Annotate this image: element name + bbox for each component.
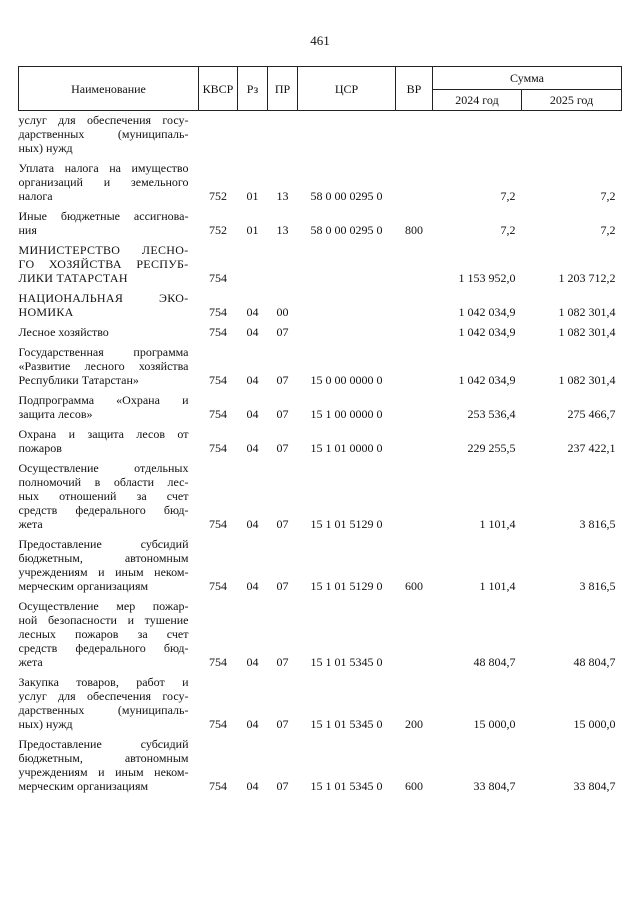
row-sum-2024: 253 536,4 xyxy=(467,407,516,421)
header-year-2025: 2025 год xyxy=(522,90,622,111)
row-sum-2025: 275 466,7 xyxy=(567,407,616,421)
row-name xyxy=(19,285,199,319)
row-sum-2025: 1 082 301,4 xyxy=(558,305,616,319)
row-name-line: пожаров xyxy=(18,441,62,455)
row-rz: 04 xyxy=(246,517,259,531)
row-name xyxy=(19,203,199,237)
row-name-line: дарственных (муниципаль- xyxy=(18,703,189,717)
row-name-line: НОМИКА xyxy=(18,305,74,319)
row-vr xyxy=(396,319,433,339)
row-name-line: МИНИСТЕРСТВО ЛЕСНО- xyxy=(18,243,189,257)
row-kvsr: 752 xyxy=(209,223,227,237)
row-rz xyxy=(238,111,268,156)
table-row xyxy=(19,155,622,203)
row-csr xyxy=(298,319,396,339)
row-name-line: ния xyxy=(18,223,37,237)
row-name xyxy=(19,339,199,387)
row-name xyxy=(19,669,199,731)
row-name-line: учреждениям и иным неком- xyxy=(18,765,189,779)
header-vr: ВР xyxy=(396,67,433,111)
table-row xyxy=(19,669,622,731)
row-name-line: бюджетным, автономным xyxy=(18,551,189,565)
row-vr xyxy=(396,111,433,156)
row-pr: 13 xyxy=(276,223,289,237)
row-name-line: Предоставление субсидий xyxy=(18,537,189,551)
row-sum-2025: 1 082 301,4 xyxy=(558,325,616,339)
row-sum-2024: 7,2 xyxy=(500,223,516,237)
row-rz: 01 xyxy=(246,189,259,203)
row-name-line: ных) нужд xyxy=(18,141,73,155)
header-rz: Рз xyxy=(238,67,268,111)
row-name xyxy=(19,319,199,339)
row-vr: 600 xyxy=(405,779,423,793)
row-pr: 00 xyxy=(276,305,289,319)
row-pr xyxy=(268,237,298,285)
table-row xyxy=(19,339,622,387)
table-row xyxy=(19,531,622,593)
row-name-line: ных) нужд xyxy=(18,717,73,731)
row-name-line: Осуществление мер пожар- xyxy=(18,599,189,613)
row-sum-2024: 48 804,7 xyxy=(473,655,516,669)
row-rz: 04 xyxy=(246,717,259,731)
row-csr xyxy=(298,285,396,319)
row-sum-2025 xyxy=(522,111,622,156)
row-sum-2025: 7,2 xyxy=(600,223,616,237)
row-name xyxy=(19,731,199,793)
row-sum-2025: 1 203 712,2 xyxy=(558,271,616,285)
row-name-line: НАЦИОНАЛЬНАЯ ЭКО- xyxy=(18,291,189,305)
row-name-line: Уплата налога на имущество xyxy=(18,161,189,175)
row-kvsr: 754 xyxy=(209,779,227,793)
row-sum-2024: 1 042 034,9 xyxy=(458,325,516,339)
row-name xyxy=(19,455,199,531)
row-name-line: Подпрограмма «Охрана и xyxy=(18,393,189,407)
row-name-line: Охрана и защита лесов от xyxy=(18,427,189,441)
table-row xyxy=(19,237,622,285)
row-sum-2025: 3 816,5 xyxy=(579,579,616,593)
row-name-line: организаций и земельного xyxy=(18,175,189,189)
header-csr: ЦСР xyxy=(298,67,396,111)
row-sum-2025: 3 816,5 xyxy=(579,517,616,531)
row-name-line: защита лесов» xyxy=(18,407,93,421)
budget-table xyxy=(18,66,622,793)
row-name-line: средств федерального бюд- xyxy=(18,503,189,517)
table-row xyxy=(19,421,622,455)
row-name-line: услуг для обеспечения госу- xyxy=(18,689,189,703)
row-name-line: лесных пожаров за счет xyxy=(18,627,189,641)
row-name-line: Иные бюджетные ассигнова- xyxy=(18,209,189,223)
row-pr: 13 xyxy=(276,189,289,203)
row-csr: 58 0 00 0295 0 xyxy=(310,223,383,237)
row-kvsr: 754 xyxy=(209,407,227,421)
row-vr xyxy=(396,593,433,669)
row-sum-2024: 229 255,5 xyxy=(467,441,516,455)
row-name-line: Предоставление субсидий xyxy=(18,737,189,751)
row-csr: 58 0 00 0295 0 xyxy=(310,189,383,203)
row-csr: 15 1 00 0000 0 xyxy=(310,407,383,421)
row-vr xyxy=(396,155,433,203)
row-name-line: бюджетным, автономным xyxy=(18,751,189,765)
row-sum-2025: 7,2 xyxy=(600,189,616,203)
row-sum-2024: 7,2 xyxy=(500,189,516,203)
row-csr: 15 1 01 5129 0 xyxy=(310,517,383,531)
row-vr: 600 xyxy=(405,579,423,593)
table-row xyxy=(19,593,622,669)
page-number: 461 xyxy=(310,33,330,48)
row-name-line: жета xyxy=(18,655,43,669)
table-row xyxy=(19,455,622,531)
row-name-line: ГО ХОЗЯЙСТВА РЕСПУБ- xyxy=(18,257,189,271)
row-pr: 07 xyxy=(276,655,289,669)
row-sum-2024: 1 042 034,9 xyxy=(458,305,516,319)
row-vr xyxy=(396,421,433,455)
row-sum-2024: 1 042 034,9 xyxy=(458,373,516,387)
row-name-line: учреждениям и иным неком- xyxy=(18,565,189,579)
row-sum-2025: 15 000,0 xyxy=(573,717,616,731)
row-kvsr: 754 xyxy=(209,441,227,455)
table-row xyxy=(19,203,622,237)
row-kvsr: 754 xyxy=(209,655,227,669)
row-name xyxy=(19,111,199,156)
row-vr xyxy=(396,387,433,421)
row-csr: 15 1 01 0000 0 xyxy=(310,441,383,455)
row-name xyxy=(19,593,199,669)
row-name-line: Государственная программа xyxy=(18,345,189,359)
row-name-line: полномочий в области лес- xyxy=(18,475,189,489)
row-kvsr: 754 xyxy=(209,517,227,531)
row-csr: 15 1 01 5129 0 xyxy=(310,579,383,593)
table-row xyxy=(19,731,622,793)
row-vr: 800 xyxy=(405,223,423,237)
row-pr: 07 xyxy=(276,579,289,593)
row-csr: 15 1 01 5345 0 xyxy=(310,779,383,793)
row-rz: 04 xyxy=(246,407,259,421)
row-csr: 15 1 01 5345 0 xyxy=(310,655,383,669)
row-rz: 04 xyxy=(246,305,259,319)
header-year-2024: 2024 год xyxy=(433,90,522,111)
table-row xyxy=(19,387,622,421)
row-vr xyxy=(396,339,433,387)
row-kvsr: 754 xyxy=(209,271,227,285)
row-sum-2024 xyxy=(433,111,522,156)
row-sum-2024: 33 804,7 xyxy=(473,779,516,793)
row-pr: 07 xyxy=(276,441,289,455)
row-rz: 04 xyxy=(246,373,259,387)
row-name xyxy=(19,421,199,455)
header-pr: ПР xyxy=(268,67,298,111)
row-rz: 04 xyxy=(246,579,259,593)
row-csr: 15 0 00 0000 0 xyxy=(310,373,383,387)
row-sum-2025: 237 422,1 xyxy=(567,441,616,455)
row-name-line: Закупка товаров, работ и xyxy=(18,675,189,689)
row-pr: 07 xyxy=(276,373,289,387)
row-sum-2024: 1 101,4 xyxy=(479,579,516,593)
row-name xyxy=(19,155,199,203)
row-pr: 07 xyxy=(276,407,289,421)
row-kvsr xyxy=(199,111,238,156)
row-kvsr: 752 xyxy=(209,189,227,203)
row-name-line: налога xyxy=(18,189,53,203)
row-csr xyxy=(298,237,396,285)
table-row xyxy=(19,285,622,319)
row-name-line: услуг для обеспечения госу- xyxy=(18,113,189,127)
row-name xyxy=(19,531,199,593)
row-csr xyxy=(298,111,396,156)
row-rz: 04 xyxy=(246,779,259,793)
header-kvsr: КВСР xyxy=(199,67,238,111)
row-pr: 07 xyxy=(276,325,289,339)
row-sum-2024: 1 101,4 xyxy=(479,517,516,531)
row-vr xyxy=(396,237,433,285)
row-name-line: жета xyxy=(18,517,43,531)
row-name-line: Республики Татарстан» xyxy=(18,373,139,387)
row-sum-2024: 15 000,0 xyxy=(473,717,516,731)
row-csr: 15 1 01 5345 0 xyxy=(310,717,383,731)
row-vr xyxy=(396,285,433,319)
row-kvsr: 754 xyxy=(209,373,227,387)
row-name-line: мерческим организациям xyxy=(18,779,149,793)
row-pr xyxy=(268,111,298,156)
table-row xyxy=(19,319,622,339)
row-name-line: дарственных (муниципаль- xyxy=(18,127,189,141)
row-sum-2024: 1 153 952,0 xyxy=(458,271,516,285)
row-vr xyxy=(396,455,433,531)
row-name-line: ной безопасности и тушение xyxy=(18,613,189,627)
row-sum-2025: 33 804,7 xyxy=(573,779,616,793)
row-pr: 07 xyxy=(276,779,289,793)
row-name xyxy=(19,237,199,285)
row-name-line: Осуществление отдельных xyxy=(18,461,189,475)
row-name xyxy=(19,387,199,421)
row-rz xyxy=(238,237,268,285)
row-name-line: средств федерального бюд- xyxy=(18,641,189,655)
row-name-line: Лесное хозяйство xyxy=(18,325,109,339)
row-vr: 200 xyxy=(405,717,423,731)
row-rz: 04 xyxy=(246,325,259,339)
row-name-line: мерческим организациям xyxy=(18,579,149,593)
header-name: Наименование xyxy=(19,67,199,111)
row-rz: 04 xyxy=(246,655,259,669)
table-row xyxy=(19,111,622,156)
header-sum: Сумма xyxy=(433,67,622,90)
row-kvsr: 754 xyxy=(209,717,227,731)
row-pr: 07 xyxy=(276,717,289,731)
row-name-line: «Развитие лесного хозяйства xyxy=(18,359,189,373)
table-body xyxy=(19,111,622,794)
row-rz: 01 xyxy=(246,223,259,237)
row-name-line: ных отношений за счет xyxy=(18,489,189,503)
row-sum-2025: 48 804,7 xyxy=(573,655,616,669)
row-kvsr: 754 xyxy=(209,579,227,593)
row-name-line: ЛИКИ ТАТАРСТАН xyxy=(18,271,128,285)
row-kvsr: 754 xyxy=(209,325,227,339)
row-rz: 04 xyxy=(246,441,259,455)
row-kvsr: 754 xyxy=(209,305,227,319)
row-pr: 07 xyxy=(276,517,289,531)
row-sum-2025: 1 082 301,4 xyxy=(558,373,616,387)
